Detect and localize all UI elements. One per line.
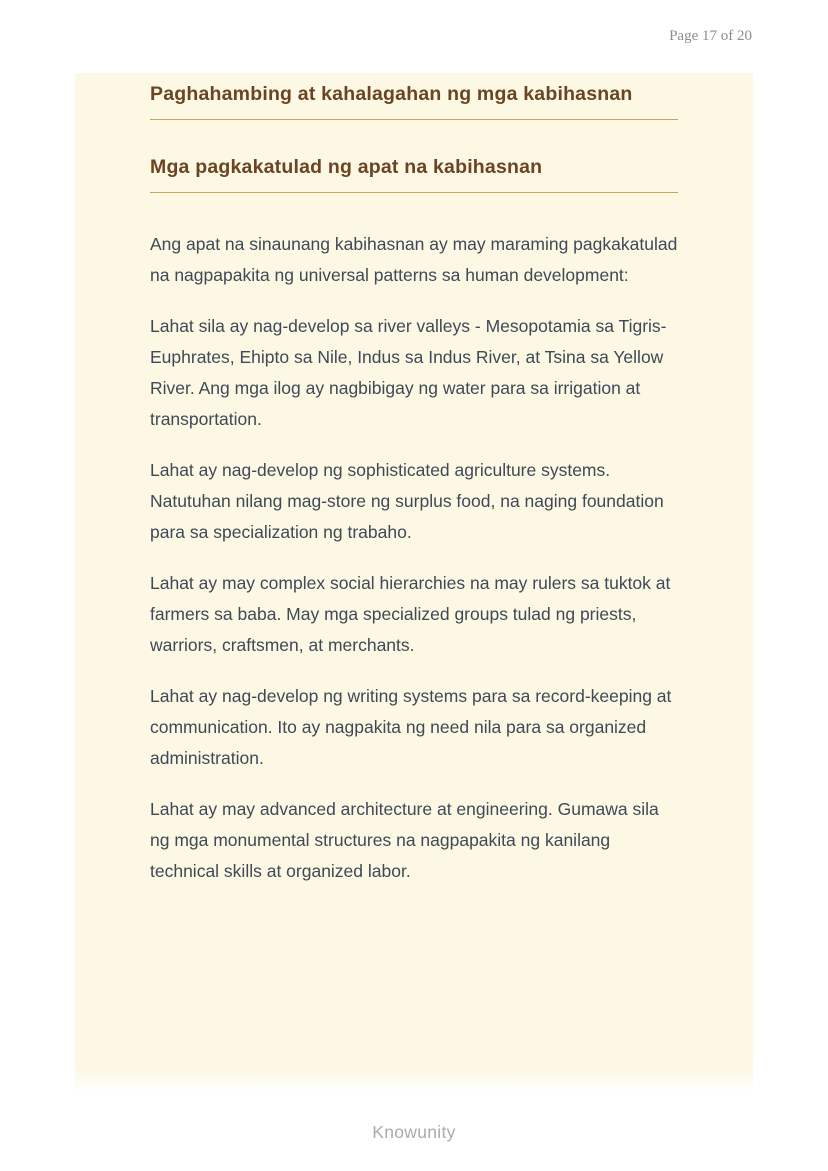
paragraph-intro: Ang apat na sinaunang kabihasnan ay may maraming pagkakatulad na nagpapakita ng universal patterns sa human development:	[150, 234, 678, 285]
section-heading: Mga pagkakatulad ng apat na kabihasnan	[150, 156, 678, 193]
footer-brand: Knowunity	[372, 1122, 456, 1142]
content-sheet	[75, 73, 753, 1093]
document-body	[150, 229, 678, 887]
paragraph-river-valleys: Lahat sila ay nag-develop sa river valleys - Mesopotamia sa Tigris-Euphrates, Ehipto sa Nile, Indus sa Indus River, at Tsina sa Yellow River. Ang mga ilog ay nagbibigay ng water para sa irrigation at transportation.	[150, 316, 667, 429]
paragraph-writing-systems: Lahat ay nag-develop ng writing systems para sa record-keeping at communication. Ito ay nagpakita ng need nila para sa organized administration.	[150, 686, 672, 768]
paragraph-architecture: Lahat ay may advanced architecture at engineering. Gumawa sila ng mga monumental structures na nagpapakita ng kanilang technical skills at organized labor.	[150, 799, 659, 881]
paragraph-social-hierarchies: Lahat ay may complex social hierarchies na may rulers sa tuktok at farmers sa baba. May mga specialized groups tulad ng priests, warriors, craftsmen, at merchants.	[150, 573, 671, 655]
page-number: Page 17 of 20	[669, 28, 752, 44]
main-heading: Paghahambing at kahalagahan ng mga kabihasnan	[150, 83, 678, 120]
paragraph-agriculture: Lahat ay nag-develop ng sophisticated agriculture systems. Natutuhan nilang mag-store ng surplus food, na naging foundation para sa specialization ng trabaho.	[150, 460, 664, 542]
